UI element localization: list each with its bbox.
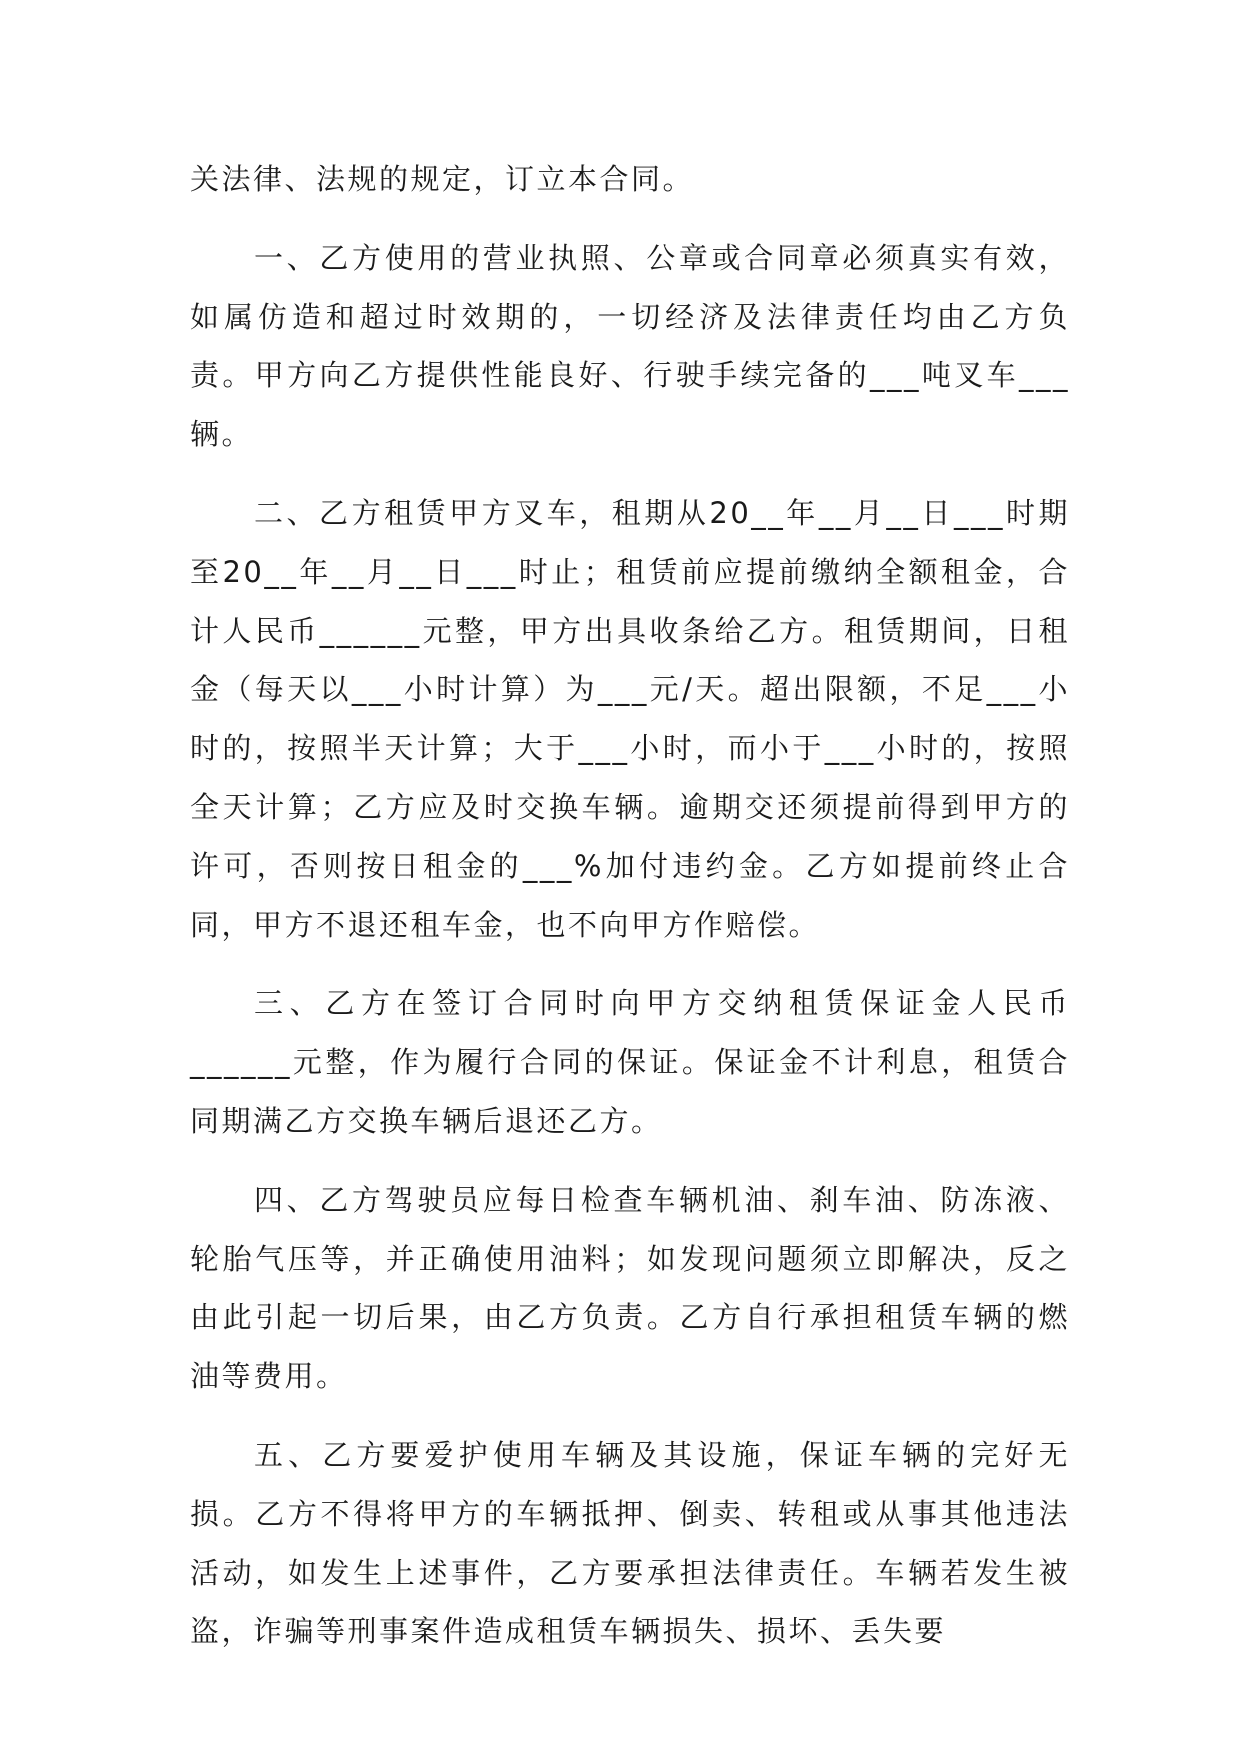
contract-body: [190, 150, 1070, 1681]
paragraph-clause-5: 五、乙方要爱护使用车辆及其设施，保证车辆的完好无损。乙方不得将甲方的车辆抵押、倒卖、转租或从事其他违法活动，如发生上述事件，乙方要承担法律责任。车辆若发生被盗，诈骗等刑事案件造成租赁车辆损失、损坏、丢失要: [190, 1437, 1070, 1649]
paragraph-clause-3: 三、乙方在签订合同时向甲方交纳租赁保证金人民币______元整，作为履行合同的保证。保证金不计利息，租赁合同期满乙方交换车辆后退还乙方。: [190, 986, 1070, 1138]
paragraph-clause-2: 二、乙方租赁甲方叉车，租期从20__年__月__日___时期至20__年__月__日___时止；租赁前应提前缴纳全额租金，合计人民币______元整，甲方出具收条给乙方。租赁期间，日租金（每天以___小时计算）为___元/天。超出限额，不足___小时的，按照半天计算；大于___小时，而小于___小时的，按照全天计算；乙方应及时交换车辆。逾期交还须提前得到甲方的许可，否则按日租金的___%加付违约金。乙方如提前终止合同，甲方不退还租车金，也不向甲方作赔偿。: [190, 495, 1070, 942]
paragraph-intro-continuation: 关法律、法规的规定，订立本合同。: [190, 162, 695, 196]
paragraph-clause-4: 四、乙方驾驶员应每日检查车辆机油、刹车油、防冻液、轮胎气压等，并正确使用油料；如发现问题须立即解决，反之由此引起一切后果，由乙方负责。乙方自行承担租赁车辆的燃油等费用。: [190, 1182, 1070, 1394]
paragraph-clause-1: 一、乙方使用的营业执照、公章或合同章必须真实有效，如属仿造和超过时效期的，一切经济及法律责任均由乙方负责。甲方向乙方提供性能良好、行驶手续完备的___吨叉车___辆。: [190, 240, 1070, 452]
